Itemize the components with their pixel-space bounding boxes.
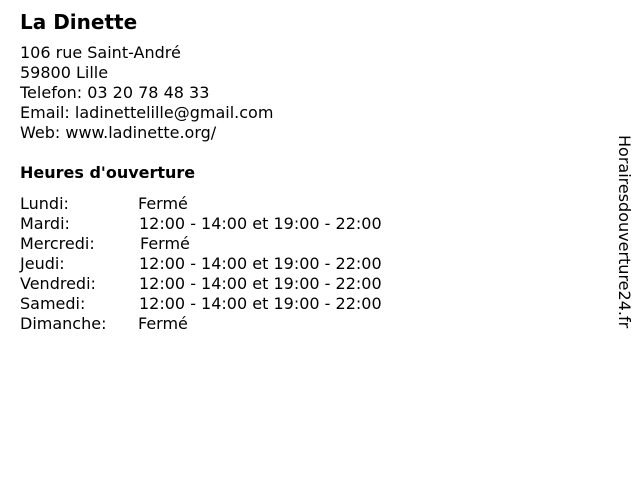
- day-hours: Fermé: [140, 234, 190, 253]
- email-line: Email: ladinettelille@gmail.com: [20, 103, 274, 122]
- address-street: 106 rue Saint-André: [20, 43, 181, 62]
- day-label: Mercredi:: [20, 234, 95, 253]
- watermark-text: Horairesdouverture24.fr: [615, 135, 634, 329]
- day-hours: 12:00 - 14:00 et 19:00 - 22:00: [139, 254, 382, 273]
- day-label: Mardi:: [20, 214, 70, 233]
- day-label: Lundi:: [20, 194, 69, 213]
- day-label: Samedi:: [20, 294, 86, 313]
- business-name: La Dinette: [20, 10, 138, 34]
- web-line: Web: www.ladinette.org/: [20, 123, 217, 142]
- site-watermark: [612, 135, 636, 375]
- day-label: Jeudi:: [20, 254, 65, 273]
- day-hours: 12:00 - 14:00 et 19:00 - 22:00: [139, 214, 382, 233]
- hours-heading: Heures d'ouverture: [20, 163, 196, 182]
- day-hours: 12:00 - 14:00 et 19:00 - 22:00: [139, 294, 382, 313]
- contact-info: [20, 43, 273, 143]
- phone-line: Telefon: 03 20 78 48 33: [20, 83, 210, 102]
- day-label: Dimanche:: [20, 314, 107, 333]
- day-label: Vendredi:: [20, 274, 96, 293]
- day-hours: 12:00 - 14:00 et 19:00 - 22:00: [139, 274, 382, 293]
- day-hours: Fermé: [138, 314, 188, 333]
- day-hours: Fermé: [138, 194, 188, 213]
- address-city: 59800 Lille: [20, 63, 109, 82]
